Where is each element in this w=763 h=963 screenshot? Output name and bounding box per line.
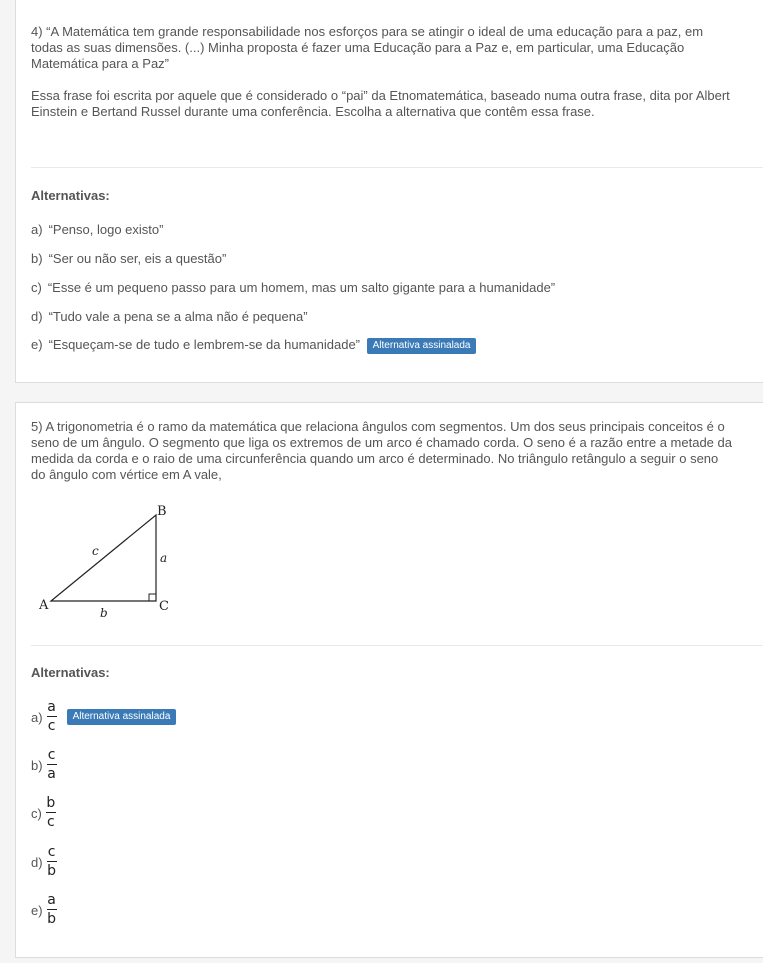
question-text-line: seno de um ângulo. O segmento que liga os extremos de um arco é chamado corda. O seno é a razão entre a metade da (31, 435, 732, 450)
right-triangle-figure (31, 499, 181, 619)
denominator: a (47, 766, 56, 782)
numerator: a (47, 892, 56, 908)
fraction (47, 845, 57, 879)
question-text-line: 5) A trigonometria é o ramo da matemática que relaciona ângulos com segmentos. Um dos seus principais conceitos é o (31, 419, 725, 434)
alternative-letter: b) (31, 251, 43, 266)
side-label-a: a (160, 551, 168, 565)
fraction-bar (47, 909, 57, 910)
triangle-shape (51, 515, 156, 601)
question-4-card (15, 0, 763, 383)
numerator: c (47, 844, 56, 860)
alternative-letter: a) (31, 709, 43, 725)
question-4-statement (31, 24, 763, 72)
question-text-line: todas as suas dimensões. (...) Minha proposta é fazer uma Educação para a Paz e, em particular, uma Educação (31, 40, 685, 55)
question-text-line: 4) “A Matemática tem grande responsabilidade nos esforços para se atingir o ideal de uma educação para a paz, em (31, 24, 704, 39)
alternative-letter: e) (31, 902, 43, 918)
numerator: b (46, 795, 56, 811)
alternative-letter: a) (31, 222, 43, 237)
selected-answer-badge: Alternativa assinalada (67, 709, 177, 725)
denominator: c (47, 718, 56, 734)
alternatives-title: Alternativas: (31, 665, 110, 680)
alternative-c[interactable] (31, 280, 555, 295)
alternative-letter: c) (31, 280, 42, 295)
alternative-text: “Penso, logo existo” (48, 222, 164, 237)
question-text-line: Essa frase foi escrita por aquele que é considerado o “pai” da Etnomatemática, baseado numa outra frase, dita por Albert (31, 88, 730, 103)
fraction-bar (47, 764, 57, 765)
question-5-statement (31, 419, 763, 483)
alternative-b[interactable] (31, 746, 57, 784)
fraction (46, 796, 56, 830)
numerator: a (47, 699, 56, 715)
alternative-a[interactable] (31, 698, 176, 736)
alternative-letter: e) (31, 337, 43, 352)
numerator: c (47, 747, 56, 763)
alternative-text: “Tudo vale a pena se a alma não é pequena” (48, 309, 308, 324)
denominator: b (47, 863, 56, 879)
divider (31, 645, 763, 646)
question-5-card (15, 402, 763, 958)
fraction (47, 700, 57, 734)
alternative-b[interactable] (31, 251, 226, 266)
alternative-letter: c) (31, 805, 42, 821)
side-label-b: b (100, 606, 108, 619)
fraction-bar (47, 716, 57, 717)
denominator: b (47, 911, 56, 927)
divider (31, 167, 763, 168)
side-label-c: c (92, 544, 99, 558)
question-4-context (31, 88, 763, 120)
alternative-text: “Ser ou não ser, eis a questão” (48, 251, 227, 266)
vertex-label-a: A (39, 598, 49, 613)
fraction (47, 893, 57, 927)
alternative-a[interactable] (31, 222, 163, 237)
alternative-e[interactable] (31, 337, 476, 354)
question-text-line: do ângulo com vértice em A vale, (31, 467, 222, 482)
fraction-bar (46, 812, 56, 813)
question-text-line: Einstein e Bertand Russel durante uma conferência. Escolha a alternativa que contêm essa frase. (31, 104, 595, 119)
fraction (47, 748, 57, 782)
alternative-letter: d) (31, 854, 43, 870)
question-text-line: Matemática para a Paz” (31, 56, 170, 71)
alternative-letter: d) (31, 309, 43, 324)
vertex-label-b: B (157, 504, 167, 519)
alternative-c[interactable] (31, 794, 56, 832)
alternative-e[interactable] (31, 891, 57, 929)
fraction-bar (47, 861, 57, 862)
alternative-letter: b) (31, 757, 43, 773)
alternatives-title: Alternativas: (31, 188, 110, 203)
right-angle-mark (149, 594, 156, 601)
question-text-line: medida da corda e o raio de uma circunferência quando um arco é determinado. No triângulo retângulo a seguir o seno (31, 451, 719, 466)
vertex-label-c: C (159, 599, 169, 614)
selected-answer-badge: Alternativa assinalada (367, 338, 477, 354)
alternative-d[interactable] (31, 843, 57, 881)
denominator: c (46, 814, 55, 830)
alternative-text: “Esqueçam-se de tudo e lembrem-se da humanidade” (48, 337, 361, 352)
alternative-d[interactable] (31, 309, 308, 324)
alternative-text: “Esse é um pequeno passo para um homem, mas um salto gigante para a humanidade” (47, 280, 556, 295)
